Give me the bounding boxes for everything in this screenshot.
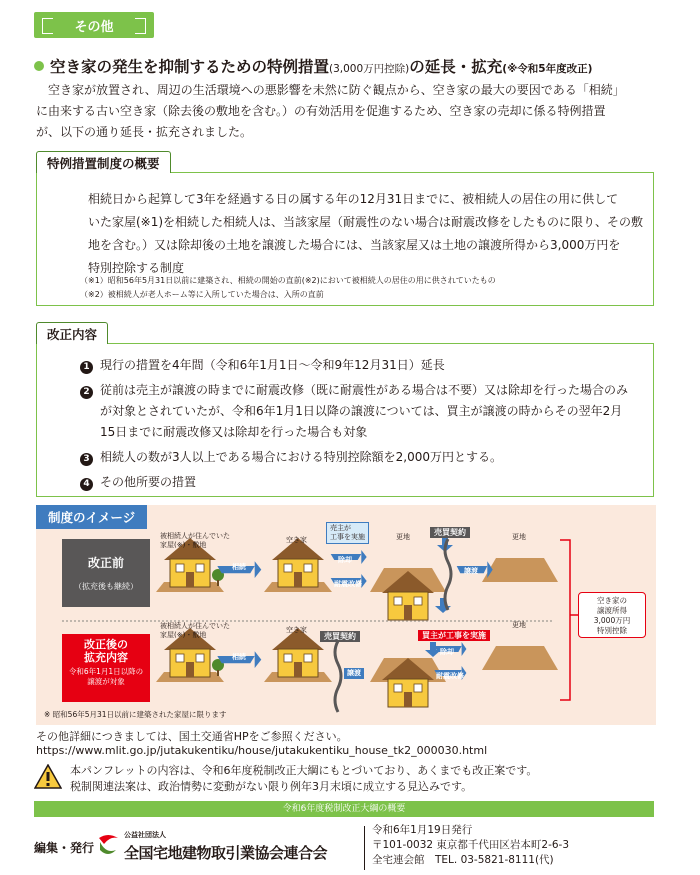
demolish-label: 除却 — [338, 556, 352, 564]
demolish-label-2: 除却 — [440, 648, 454, 656]
inherit-arrow-label: 相続 — [232, 563, 246, 571]
org-type: 公益社団法人 — [124, 831, 166, 839]
list-item: 1 現行の措置を4年間（令和6年1月1日～令和9年12月31日）延長 — [80, 355, 646, 376]
list-item: 4 その他所要の措置 — [80, 472, 646, 493]
number-badge: 2 — [80, 386, 93, 399]
overview-text: 相続日から起算して3年を経過する日の属する年の12月31日までに、被相続人の居住の用に供して いた家屋(※1)を相続した相続人は、当該家屋（耐震性のない場合は耐震改修をしたものに限り、その敷 地を含む。）又は除却後の土地を譲渡した場合には、当該家屋又は土地の譲渡所得から3,000万円を 特別控除する制度 — [88, 192, 644, 275]
diagram-title: 制度のイメージ — [36, 505, 147, 529]
warning-icon — [34, 764, 62, 790]
footer-bar: 令和6年度税制改正大綱の概要 — [34, 801, 654, 817]
transfer-label: 譲渡 — [464, 567, 478, 575]
warning-text: 本パンフレットの内容は、令和6年度税制改正大綱にもとづいており、あくまでも改正案です。 税制関連法案は、政治情勢に変動がない限り例年3月末頃に成立する見込みです。 — [70, 764, 538, 793]
footnote-2: （※2）被相続人が老人ホーム等に入所していた場合は、入所の直前 — [80, 290, 324, 299]
seller-work-tag: 売主が 工事を実施 — [326, 522, 369, 544]
section-tag: その他 — [34, 12, 154, 38]
org-logo-icon — [96, 832, 120, 858]
retrofit-label-2: 耐震改修 — [436, 672, 464, 680]
overview-label: 特例措置制度の概要 — [36, 151, 171, 173]
sale-contract-tag-2: 売買契約 — [320, 631, 360, 642]
vacant-land-label-3: 更地 — [512, 621, 526, 629]
vacant-land-label: 更地 — [396, 533, 410, 541]
number-badge: 4 — [80, 478, 93, 491]
case-before-box: 改正前 （拡充後も継続） — [62, 539, 150, 607]
resident-house-label: 被相続人が住んでいた 家屋(※)・敷地 — [160, 532, 230, 549]
intro-paragraph: 空き家が放置され、周辺の生活環境への悪影響を未然に防ぐ観点から、空き家の最大の要因である「相続」 に由来する古い空き家（除去後の敷地を含む。）の有効活用を促進するため、空き家の売却に係る特例措置 が、以下の通り延長・拡充されました。 — [36, 83, 625, 139]
more-info: その他詳細につきましては、国土交通省HPをご参照ください。 https://www.mlit.go.jp/jutakukentiku/house/jutakukentiku_house_tk2_000030.html — [36, 730, 666, 758]
number-badge: 1 — [80, 361, 93, 374]
footnote-1: （※1）昭和56年5月31日以前に建築され、相続の開始の直前(※2)において被相続人の居住の用に供されていたもの — [80, 276, 496, 285]
case-after-box: 改正後の 拡充内容 令和6年1月1日以降の 譲渡が対象 — [62, 634, 150, 702]
inherit-arrow-label-2: 相続 — [232, 653, 246, 661]
vacant-house-label: 空き家 — [286, 536, 307, 544]
footer-info: 令和6年1月19日発行 〒101-0032 東京都千代田区岩本町2-6-3 全宅連会館 TEL. 03-5821-8111(代) — [372, 824, 570, 866]
footer-divider — [364, 826, 365, 870]
revision-label: 改正内容 — [36, 322, 108, 344]
vacant-land-label-2: 更地 — [512, 533, 526, 541]
list-item: 3 相続人の数が3人以上である場合における特別控除額を2,000万円とする。 — [80, 447, 646, 468]
retrofit-label: 耐震改修 — [334, 580, 362, 588]
org-name: 全国宅地建物取引業協会連合会 — [124, 844, 328, 862]
vacant-house-label-2: 空き家 — [286, 626, 307, 634]
result-box: 空き家の 譲渡所得 3,000万円 特別控除 — [578, 592, 646, 638]
diagram-note: ※ 昭和56年5月31日以前に建築された家屋に限ります — [44, 710, 227, 719]
resident-house-label-2: 被相続人が住んでいた 家屋(※)・敷地 — [160, 622, 230, 639]
publisher-label: 編集・発行 — [34, 841, 95, 855]
buyer-work-tag: 買主が工事を実施 — [418, 630, 490, 641]
transfer-label-2: 譲渡 — [344, 668, 364, 679]
sale-contract-tag: 売買契約 — [430, 527, 470, 538]
mlit-url-link[interactable]: https://www.mlit.go.jp/jutakukentiku/house/jutakukentiku_house_tk2_000030.html — [36, 744, 488, 757]
list-item: 2 従前は売主が譲渡の時までに耐震改修（既に耐震性がある場合は不要）又は除却を行った場合のみ が対象とされていたが、令和6年1月1日以降の譲渡については、買主が譲渡の時からその翌年2月 15日までに耐震改修又は除却を行った場合も対象 — [80, 380, 646, 443]
page-title: 空き家の発生を抑制するための特例措置(3,000万円控除)の延長・拡充(※令和5年度改正) — [34, 55, 674, 77]
number-badge: 3 — [80, 453, 93, 466]
